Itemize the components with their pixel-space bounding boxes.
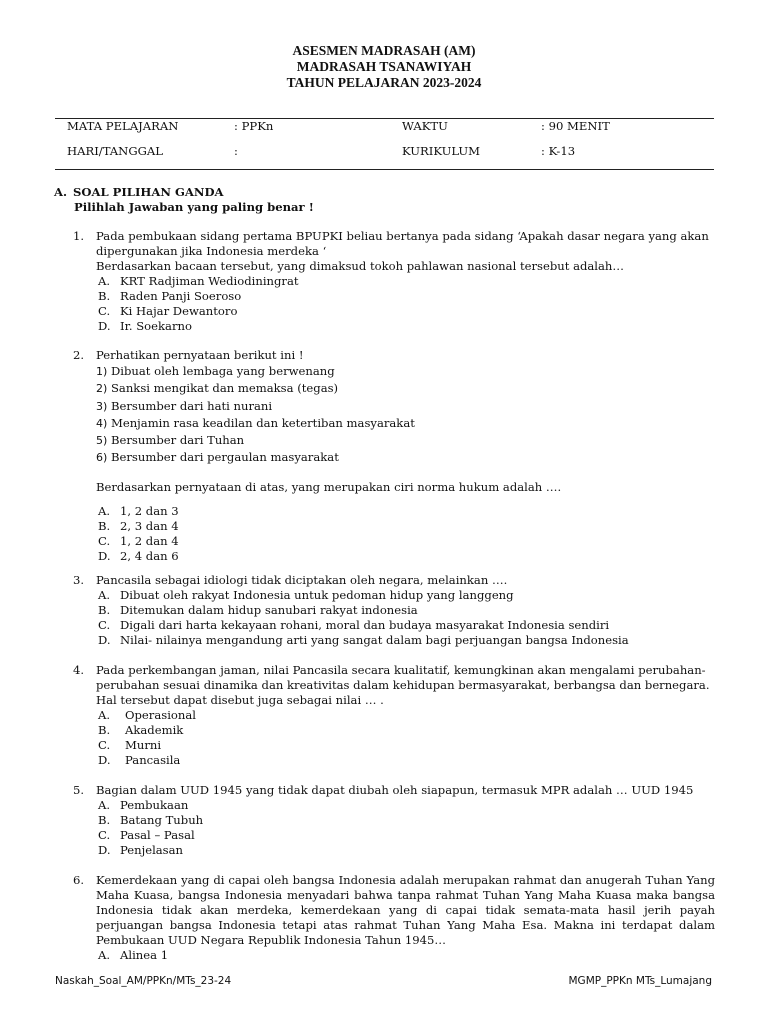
question-6	[73, 873, 715, 963]
answer-option-c[interactable]: C. Digali dari harta kekayaan rohani, moral dan budaya masyarakat Indonesia sendiri	[98, 618, 610, 632]
question-3	[73, 573, 715, 648]
answer-option-a[interactable]: A. KRT Radjiman Wediodiningrat	[98, 274, 299, 288]
answer-option-c[interactable]: C. Pasal – Pasal	[98, 828, 195, 842]
curriculum-value: : K-13	[541, 144, 576, 158]
header-school: MADRASAH TSANAWIYAH	[296, 59, 472, 74]
section-instruction: Pilihlah Jawaban yang paling benar !	[74, 200, 314, 214]
question-number: 3.	[73, 573, 85, 587]
answer-option-d[interactable]: D. Nilai- nilainya mengandung arti yang sangat dalam bagi perjuangan bangsa Indonesia	[98, 633, 629, 647]
question-2	[73, 348, 715, 564]
info-row-2	[0, 143, 768, 159]
question-text-line: perubahan sesuai dinamika dan kreativitas dalam kehidupan bermasyarakat, berbangsa dan bernegara.	[96, 678, 710, 692]
subject-label: MATA PELAJARAN	[67, 119, 179, 133]
answer-option-a[interactable]: A. Alinea 1	[98, 948, 169, 962]
answer-option-b[interactable]: B. Raden Panji Soeroso	[98, 289, 242, 303]
header-title: ASESMEN MADRASAH (AM)	[292, 43, 476, 58]
question-number: 4.	[73, 663, 85, 677]
answer-option-a[interactable]: A. Operasional	[98, 708, 196, 722]
section-title: SOAL PILIHAN GANDA	[73, 185, 224, 199]
answer-option-c[interactable]: C. 1, 2 dan 4	[98, 533, 179, 548]
answer-option-c[interactable]: C. Ki Hajar Dewantoro	[98, 304, 238, 318]
answer-option-a[interactable]: A. Pembukaan	[98, 798, 189, 812]
subject-value: : PPKn	[234, 119, 274, 133]
answer-option-d[interactable]: D. 2, 4 dan 6	[98, 548, 179, 563]
footer-right: MGMP_PPKn MTs_Lumajang	[568, 975, 712, 987]
answer-option-d[interactable]: D. Penjelasan	[98, 843, 184, 857]
question-text-line: Hal tersebut dapat disebut juga sebagai nilai … .	[96, 693, 384, 707]
question-text-line: Pada pembukaan sidang pertama BPUPKI beliau bertanya pada sidang ‘Apakah dasar negara yang akan	[96, 229, 709, 243]
answer-option-b[interactable]: B. Akademik	[98, 723, 184, 737]
answer-option-c[interactable]: C. Murni	[98, 738, 162, 752]
statement-item: 2) Sanksi mengikat dan memaksa (tegas)	[96, 381, 339, 396]
answer-option-b[interactable]: B. Ditemukan dalam hidup sanubari rakyat indonesia	[98, 603, 418, 617]
answer-option-b[interactable]: B. Batang Tubuh	[98, 813, 204, 827]
statement-item: 1) Dibuat oleh lembaga yang berwenang	[96, 364, 335, 378]
date-label: HARI/TANGGAL	[67, 144, 163, 158]
question-number: 1.	[73, 229, 85, 243]
answer-option-d[interactable]: D. Pancasila	[98, 753, 181, 767]
answer-option-b[interactable]: B. 2, 3 dan 4	[98, 518, 179, 533]
question-4	[73, 663, 715, 768]
question-text-line: Bagian dalam UUD 1945 yang tidak dapat diubah oleh siapapun, termasuk MPR adalah … UUD 1945	[96, 783, 694, 797]
header-year: TAHUN PELAJARAN 2023-2024	[286, 75, 482, 90]
statement-item: 5) Bersumber dari Tuhan	[96, 433, 245, 448]
footer-left: Naskah_Soal_AM/PPKn/MTs_23-24	[55, 975, 232, 987]
question-text-line: Pancasila sebagai idiologi tidak diciptakan oleh negara, melainkan ….	[96, 573, 508, 587]
statement-item: 4) Menjamin rasa keadilan dan ketertiban masyarakat	[96, 415, 415, 430]
statement-list	[96, 363, 715, 467]
info-row-1	[0, 118, 768, 134]
answer-option-a[interactable]: A. Dibuat oleh rakyat Indonesia untuk pedoman hidup yang langgeng	[98, 588, 514, 602]
curriculum-label: KURIKULUM	[402, 144, 481, 158]
time-label: WAKTU	[402, 119, 448, 133]
question-number: 6.	[73, 873, 85, 887]
time-value: : 90 MENIT	[541, 119, 610, 133]
question-prompt: Berdasarkan pernyataan di atas, yang merupakan ciri norma hukum adalah ….	[96, 479, 562, 494]
statement-item: 6) Bersumber dari pergaulan masyarakat	[96, 450, 339, 465]
date-value: :	[234, 144, 238, 158]
question-1	[73, 229, 715, 334]
answer-option-a[interactable]: A. 1, 2 dan 3	[98, 503, 179, 518]
question-number: 5.	[73, 783, 85, 797]
question-text-line: Pada perkembangan jaman, nilai Pancasila secara kualitatif, kemungkinan akan mengalami perubahan-	[96, 663, 706, 677]
bottom-rule	[55, 169, 714, 170]
question-text-line: Berdasarkan bacaan tersebut, yang dimaksud tokoh pahlawan nasional tersebut adalah…	[96, 259, 624, 273]
question-text-line: dipergunakan jika Indonesia merdeka ‘	[96, 244, 327, 258]
answer-option-d[interactable]: D. Ir. Soekarno	[98, 319, 192, 333]
question-number: 2.	[73, 348, 85, 362]
statement-item: 3) Bersumber dari hati nurani	[96, 398, 273, 413]
question-5	[73, 783, 715, 858]
section-letter: A.	[54, 185, 68, 199]
document-header	[0, 43, 768, 91]
question-paragraph: Kemerdekaan yang di capai oleh bangsa Indonesia adalah merupakan rahmat dan anugerah Tuhan Yang Maha Kuasa, bangsa Indonesia menyadari bahwa tanpa rahmat Tuhan Yang Maha Kuasa maka bangsa Indonesia tidak akan merdeka, kemerdekaan yang di capai tidak semata-mata hasil jerih payah perjuangan bangsa Indonesia tetapi atas rahmat Tuhan Yang Maha Esa. Makna ini terdapat dalam Pembukaan UUD Negara Republik Indonesia Tahun 1945…	[96, 873, 715, 947]
section-heading	[54, 184, 224, 200]
question-intro: Perhatikan pernyataan berikut ini !	[96, 348, 304, 362]
